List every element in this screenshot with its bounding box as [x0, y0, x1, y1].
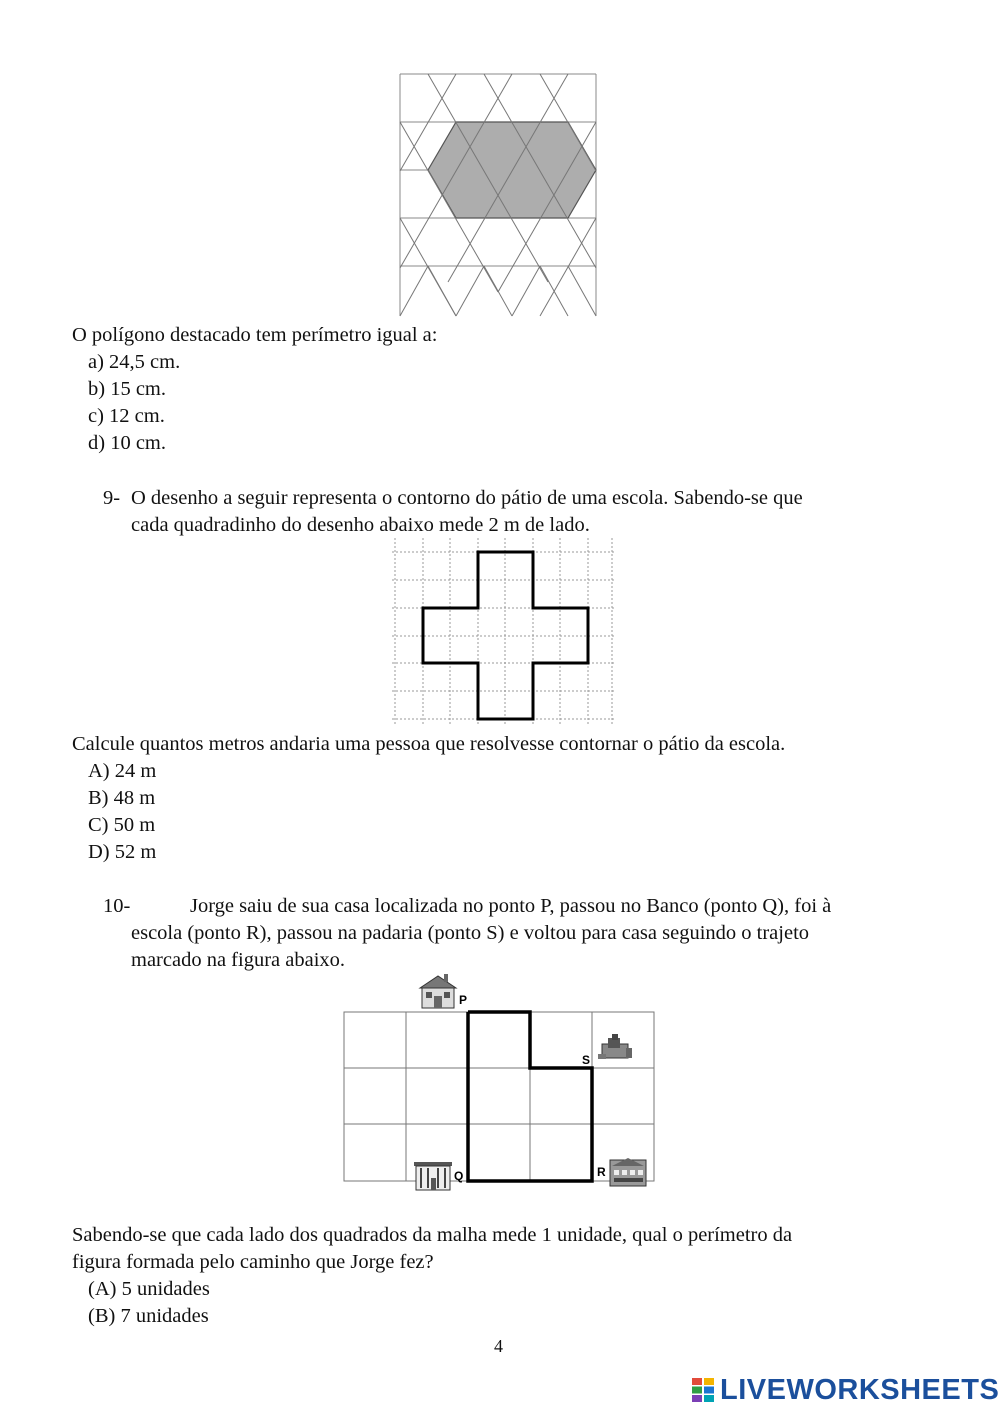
q8-prompt: O polígono destacado tem perímetro igual a:: [72, 324, 438, 346]
q9-statement-line1: O desenho a seguir representa o contorno do pátio de uma escola. Sabendo-se que: [131, 487, 803, 509]
liveworksheets-logo-icon: [692, 1378, 714, 1402]
q10-question-line1: Sabendo-se que cada lado dos quadrados da malha mede 1 unidade, qual o perímetro da: [72, 1224, 793, 1246]
q8-option-c[interactable]: c) 12 cm.: [88, 405, 165, 427]
q9-question: Calcule quantos metros andaria uma pessoa que resolvesse contornar o pátio da escola.: [72, 733, 786, 755]
q9-number: 9-: [103, 487, 121, 509]
bakery-icon: [598, 1034, 632, 1059]
label-r: R: [597, 1165, 606, 1179]
q8-option-d[interactable]: d) 10 cm.: [88, 432, 166, 454]
school-icon: [610, 1158, 646, 1186]
q10-option-a[interactable]: (A) 5 unidades: [88, 1278, 210, 1300]
q9-option-a[interactable]: A) 24 m: [88, 760, 157, 782]
house-icon: [420, 974, 456, 1008]
q10-statement-line3: marcado na figura abaixo.: [131, 949, 346, 971]
liveworksheets-logo: [692, 1375, 999, 1405]
label-q: Q: [454, 1169, 464, 1183]
q9-statement-line2: cada quadradinho do desenho abaixo mede 2 m de lado.: [131, 514, 590, 536]
q10-number: 10-: [103, 895, 131, 917]
q9-option-d[interactable]: D) 52 m: [88, 841, 157, 863]
highlighted-hexagon: [428, 122, 596, 218]
q10-statement-line2: escola (ponto R), passou na padaria (ponto S) e voltou para casa seguindo o trajeto: [131, 922, 810, 944]
q8-option-a[interactable]: a) 24,5 cm.: [88, 351, 181, 373]
bank-icon: [414, 1162, 452, 1190]
page-number: 4: [494, 1336, 503, 1356]
cross-shape-figure: [392, 538, 614, 724]
triangular-grid-figure: [398, 72, 601, 318]
q9-option-b[interactable]: B) 48 m: [88, 787, 156, 809]
q10-statement-line1: Jorge saiu de sua casa localizada no ponto P, passou no Banco (ponto Q), foi à: [190, 895, 832, 917]
liveworksheets-logo-text: LIVEWORKSHEETS: [720, 1373, 1000, 1406]
q9-option-c[interactable]: C) 50 m: [88, 814, 156, 836]
q10-question-line2: figura formada pelo caminho que Jorge fez?: [72, 1251, 434, 1273]
label-s: S: [582, 1053, 591, 1067]
q8-option-b[interactable]: b) 15 cm.: [88, 378, 166, 400]
q10-option-b[interactable]: (B) 7 unidades: [88, 1305, 209, 1327]
label-p: P: [459, 993, 468, 1007]
route-map-figure: [340, 974, 660, 1192]
